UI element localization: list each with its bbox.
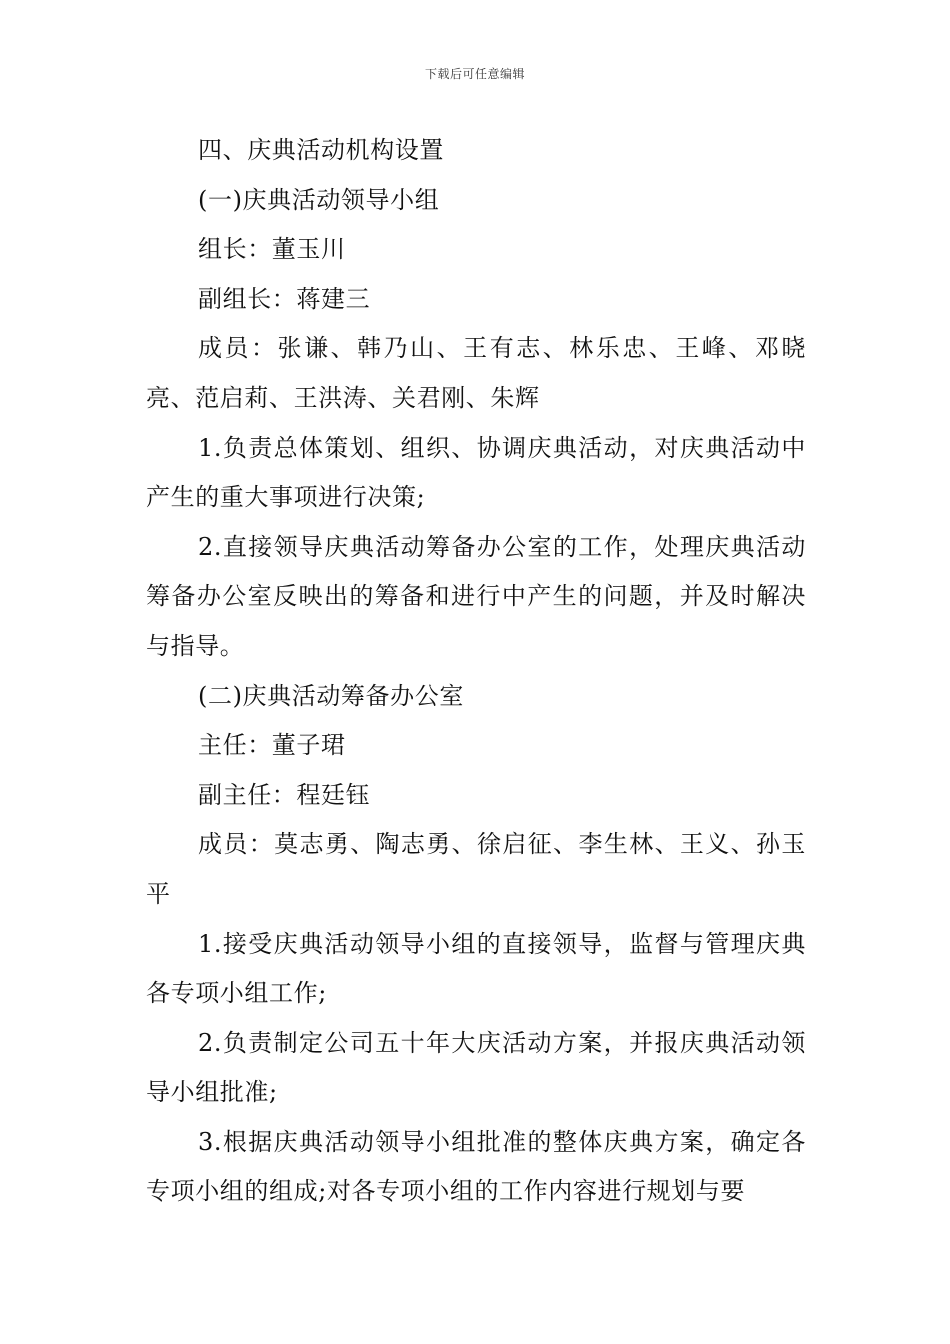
- paragraph: 3.根据庆典活动领导小组批准的整体庆典方案，确定各专项小组的组成;对各专项小组的工作内容进行规划与要: [146, 1127, 806, 1206]
- paragraph: 副主任：程廷钰: [198, 780, 371, 809]
- paragraph: 2.负责制定公司五十年大庆活动方案，并报庆典活动领导小组批准;: [146, 1028, 806, 1107]
- subsection-heading: (一)庆典活动领导小组: [198, 185, 440, 214]
- document-body: [146, 126, 806, 1217]
- paragraph: 1.接受庆典活动领导小组的直接领导，监督与管理庆典各专项小组工作;: [146, 929, 806, 1008]
- paragraph: 成员：张谦、韩乃山、王有志、林乐忠、王峰、邓晓亮、范启莉、王洪涛、关君刚、朱辉: [146, 334, 806, 412]
- section-heading: 四、庆典活动机构设置: [198, 136, 444, 164]
- paragraph: 主任：董子珺: [198, 731, 346, 760]
- paragraph: 成员：莫志勇、陶志勇、徐启征、李生林、王义、孙玉平: [146, 830, 806, 908]
- paragraph: 组长：董玉川: [198, 235, 346, 264]
- paragraph: 1.负责总体策划、组织、协调庆典活动，对庆典活动中产生的重大事项进行决策;: [146, 433, 806, 512]
- paragraph: 副组长：蒋建三: [198, 284, 371, 313]
- page-header-note: 下载后可任意编辑: [424, 67, 525, 81]
- paragraph: 2.直接领导庆典活动筹备办公室的工作，处理庆典活动筹备办公室反映出的筹备和进行中产生的问题，并及时解决与指导。: [146, 532, 806, 660]
- subsection-heading: (二)庆典活动筹备办公室: [198, 681, 464, 710]
